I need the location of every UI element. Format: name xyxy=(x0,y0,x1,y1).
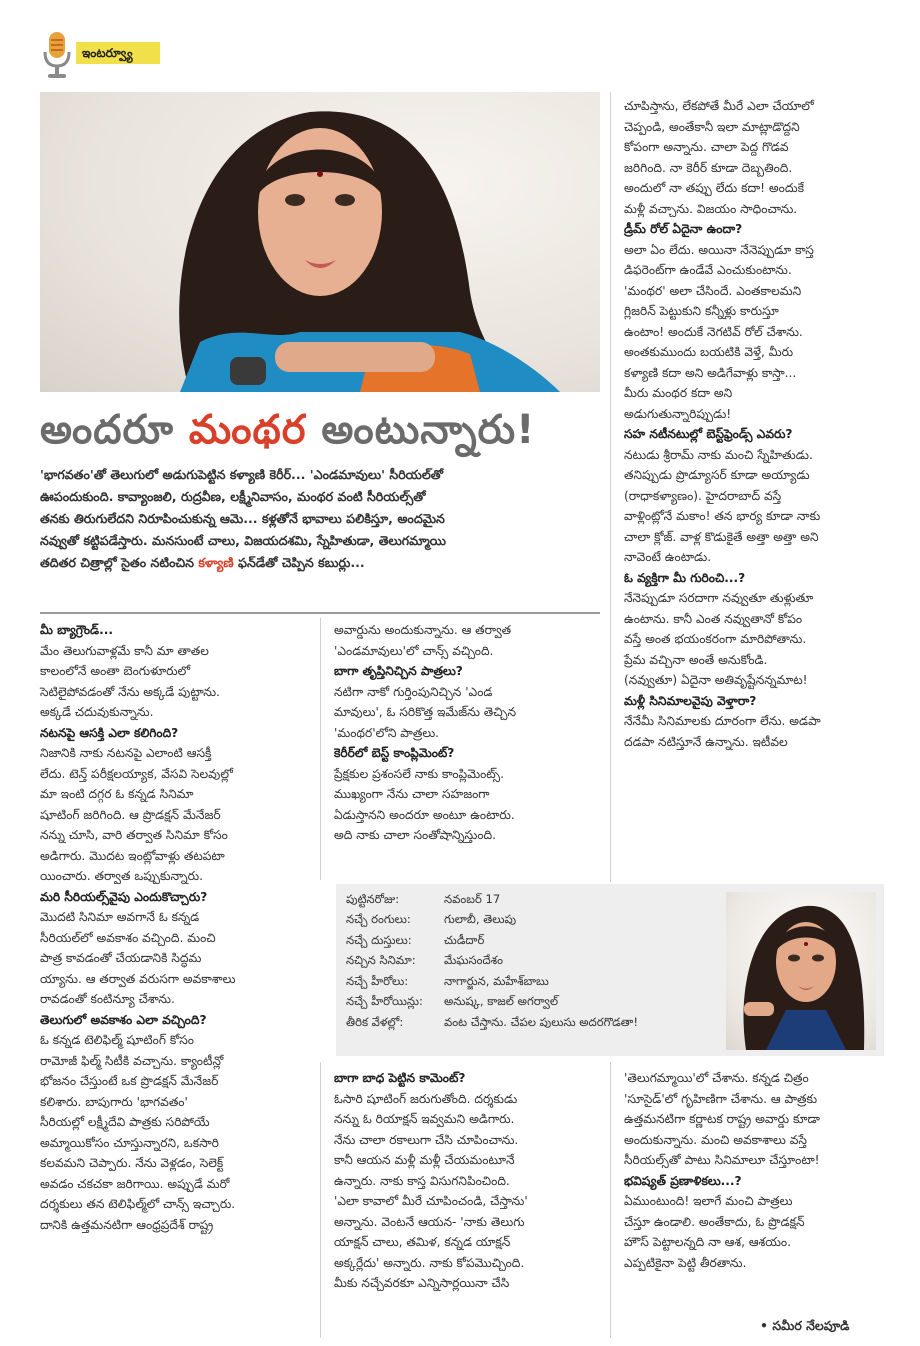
article-line: అందుకున్నాను. మంచి అవకాశాలు వస్తే xyxy=(624,1132,807,1147)
fact-value: మేఘసందేశం xyxy=(444,953,503,968)
article-column-1 xyxy=(40,620,315,1235)
article-line: 'తెలుగమ్మాయి'లో చేశాను. కన్నడ చిత్రం xyxy=(624,1071,809,1085)
intro-paragraph xyxy=(40,464,600,574)
headline xyxy=(40,400,600,460)
question-heading: మీ బ్యాగ్రౌండ్... xyxy=(40,623,113,637)
article-line: ఓ కన్నడ టెలిఫిల్మ్ షూటింగ్ కోసం xyxy=(40,1033,194,1047)
article-column-2-bottom xyxy=(334,1068,604,1294)
fact-key: తీరిక వేళల్లో: xyxy=(346,1014,404,1029)
article-line: గ్లిజరిన్ పెట్టుకుని కన్నీళ్లు కారుస్తూ xyxy=(624,304,779,318)
question-heading: ఓ వ్యక్తిగా మీ గురించి...? xyxy=(624,570,746,585)
question-heading: డ్రీమ్ రోల్ ఏదైనా ఉందా? xyxy=(624,222,743,236)
article-line: కానీ ఆయన మళ్లీ మళ్లీ చేయమంటూనే xyxy=(334,1153,515,1167)
fact-value: నవంబర్ 17 xyxy=(444,891,501,906)
article-column-3 xyxy=(624,96,894,752)
article-line: నిజానికి నాకు నటనపై ఎలాంటి ఆసక్తీ xyxy=(40,746,212,760)
article-line: మావులు', ఓ సరికొత్త ఇమేజ్‌ను తెచ్చిన xyxy=(334,705,517,719)
article-line: జరిగింది. నా కెరీర్ కూడా దెబ్బతింది. xyxy=(624,160,793,175)
article-line: అది నాకు చాలా సంతోషాన్నిస్తుంది. xyxy=(334,828,496,842)
column-divider xyxy=(610,1062,611,1338)
author-credit: • సమీర నేలపూడి xyxy=(760,1318,850,1333)
article-line: 'మంథర' అలా చేసిందే. ఎంతకాలమని xyxy=(624,283,802,298)
question-heading: బాగా తృప్తినిచ్చిన పాత్రలు? xyxy=(334,664,463,678)
question-heading: సహ నటీనటుల్లో బెస్ట్‌ఫ్రెండ్స్ ఎవరు? xyxy=(624,427,793,441)
microphone-icon xyxy=(40,30,74,80)
article-line: వాళ్లింట్లోనే మకాం! తన భార్య కూడా నాకు xyxy=(624,509,821,523)
intro-separator xyxy=(40,612,600,614)
article-line: తనిప్పుడు ప్రొడ్యూసర్ కూడా అయ్యాడు xyxy=(624,468,810,482)
fact-row xyxy=(342,972,642,993)
article-line: రామోజీ ఫిల్మ్ సిటీకి వచ్చాను. క్యాంటీన్లో xyxy=(40,1053,224,1068)
article-line: లేదు. టెన్త్ పరీక్షలయ్యాక, వేసవి సెలవుల్లో xyxy=(40,766,233,781)
fact-key: పుట్టినరోజు: xyxy=(346,891,400,906)
headline-highlight: మంథర xyxy=(188,407,307,453)
question-heading: నటనపై ఆసక్తి ఎలా కలిగింది? xyxy=(40,725,179,740)
article-line: మీకు నచ్చేవరకూ ఎన్నిసార్లయినా చేసి xyxy=(334,1276,510,1290)
article-line: ఉంటాం! అందుకే నెగటివ్ రోల్ చేశాను. xyxy=(624,324,803,339)
facts-photo xyxy=(726,892,876,1050)
article-line: కలవమని చెప్పారు. నేను వెళ్లడం, సెలెక్ట్ xyxy=(40,1156,224,1170)
article-line: నన్ను ఓ రియాక్షన్ ఇవ్వమని అడిగారు. xyxy=(334,1112,515,1126)
article-line: 'సూసైడ్'లో గృహిణిగా చేశాను. ఆ పాత్రకు xyxy=(624,1091,818,1106)
section-tag xyxy=(40,30,160,82)
fact-key: నచ్చే హీరోలు: xyxy=(346,973,409,988)
article-line: 'ఎలా కావాలో మీరే చూపించండి, చేస్తాను' xyxy=(334,1194,528,1208)
article-line: అక్కడే చదువుకున్నాను. xyxy=(40,705,154,719)
question-heading: కెరీర్‌లో బెస్ట్ కాంప్లిమెంట్? xyxy=(334,746,455,760)
article-line: చూపిస్తాను, లేకపోతే మీరే ఎలా చేయాలో xyxy=(624,99,814,113)
article-line: ఓసారి షూటింగ్ జరుగుతోంది. దర్శకుడు xyxy=(334,1091,518,1106)
article-column-2 xyxy=(334,620,604,846)
intro-line: ఊపందుకుంది. కావ్యాంజలి, రుద్రవీణ, లక్ష్మీనివాసం, మంథర వంటి సీరియల్స్‌తో xyxy=(40,489,426,504)
article-line: నేనెప్పుడూ సరదాగా నవ్వుతూ తుళ్లుతూ xyxy=(624,591,814,605)
article-line: అవడం చకచకా జరిగాయి. అప్పుడే మరో xyxy=(40,1176,230,1191)
article-line: మేం తెలుగువాళ్లమే కానీ మా తాతల xyxy=(40,643,209,658)
facts-table xyxy=(342,890,642,1034)
article-line: నటుడు శ్రీరామ్ నాకు మంచి స్నేహితుడు. xyxy=(624,447,813,462)
article-line: య్యాను. ఆ తర్వాత వరుసగా అవకాశాలు xyxy=(40,971,236,986)
article-line: హౌస్ పెట్టాలన్నది నా ఆశ, ఆశయం. xyxy=(624,1235,791,1249)
fact-value: అనుష్క, కాజల్ అగర్వాల్ xyxy=(444,994,559,1009)
fact-row xyxy=(342,1013,642,1034)
question-heading: మరి సీరియల్స్‌వైపు ఎందుకొచ్చారు? xyxy=(40,889,208,904)
article-line: దడపా నటిస్తూనే ఉన్నాను. ఇటీవల xyxy=(624,734,788,749)
article-line: ఏడుస్తానని అందరూ అంటూ ఉంటారు. xyxy=(334,807,515,822)
article-line: రావడంతో కంటిన్యూ చేశాను. xyxy=(40,992,175,1006)
fact-value: చుడీదార్ xyxy=(444,932,485,947)
fact-value: నాగార్జున, మహేశ్‌బాబు xyxy=(444,973,549,988)
article-line: యించారు. తర్వాత ఒప్పుకున్నారు. xyxy=(40,869,203,883)
intro-line: నవ్వుతో కట్టిపడేస్తారు. మనసుంటే చాలు, విజయదశమి, స్నేహితుడా, తెలుగమ్మాయి xyxy=(40,533,446,548)
article-line: ముఖ్యంగా నేను చాలా సహజంగా xyxy=(334,787,490,801)
fact-key: నచ్చే దుస్తులు: xyxy=(346,932,412,947)
question-heading: తెలుగులో అవకాశం ఎలా వచ్చింది? xyxy=(40,1012,207,1027)
article-line: అన్నాను. వెంటనే ఆయన- 'నాకు తెలుగు xyxy=(334,1214,525,1229)
article-line: ఎప్పటికైనా పెట్టి తీరతాను. xyxy=(624,1255,747,1270)
article-line: చాలా క్లోజ్. వాళ్ల కొడుకైతే అత్తా అత్తా అని xyxy=(624,529,819,544)
article-line: ఉన్నారు. నాకు కాస్త విసుగనిపించింది. xyxy=(334,1173,510,1188)
fact-key: నచ్చిన సినిమా: xyxy=(346,953,416,968)
fact-key: నచ్చే హీరోయిన్లు: xyxy=(346,994,423,1009)
article-line: అంతకుముందు బయటికి వెళ్తే, మీరు xyxy=(624,345,794,359)
intro-text: తదితర చిత్రాల్లో సైతం నటించిన xyxy=(40,555,199,570)
fact-key: నచ్చే రంగులు: xyxy=(346,912,411,927)
article-line: షూటింగ్ జరిగింది. ఆ ప్రొడక్షన్ మేనేజర్ xyxy=(40,807,221,822)
article-line: కళ్యాణి కదా అని అడిగేవాళ్లు కాస్తా... xyxy=(624,365,797,380)
fact-row xyxy=(342,952,642,973)
article-line: అడుగుతున్నారిప్పుడు! xyxy=(624,406,732,421)
article-line: వస్తే అంత భయంకరంగా మారిపోతాను. xyxy=(624,632,807,646)
article-line: నేనేమీ సినిమాలకు దూరంగా లేను. అడపా xyxy=(624,714,821,728)
article-line: మొదటి సినిమా అవగానే ఓ కన్నడ xyxy=(40,910,200,924)
section-tag-label: ఇంటర్వ్యూ xyxy=(76,42,160,64)
article-line: ఉత్తమనటిగా కర్ణాటక రాష్ట్ర అవార్డు కూడా xyxy=(624,1112,820,1126)
article-line: అక్కర్లేదు' అన్నారు. నాకు కోపమొచ్చింది. xyxy=(334,1255,525,1270)
article-line: నావెంటే ఉంటాడు. xyxy=(624,550,712,564)
facts-box xyxy=(336,884,884,1056)
article-line: అందులో నా తప్పు లేదు కదా! అందుకే xyxy=(624,181,804,195)
article-line: దర్శకులు తన టెలిఫిల్మ్‌లో చాన్స్ ఇచ్చారు. xyxy=(40,1197,236,1211)
intro-line: తనకు తిరుగులేదని నిరూపించుకున్న ఆమె... కళ్లతోనే భావాలు పలికిస్తూ, అందమైన xyxy=(40,511,445,526)
article-line: పాత్ర కావడంతో చేయడానికి సిద్ధమ xyxy=(40,951,202,965)
headline-part-1: అందరూ xyxy=(40,407,189,453)
fact-row xyxy=(342,890,642,911)
article-line: సీరియల్‌లో అవకాశం వచ్చింది. మంచి xyxy=(40,930,216,945)
column-divider xyxy=(320,1062,321,1338)
article-line: కాలంలోనే అంతా బెంగుళూరులో xyxy=(40,664,191,678)
fact-row xyxy=(342,993,642,1014)
article-line: ఏముంటుంది! ఇలాగే మంచి పాత్రలు xyxy=(624,1194,793,1208)
fact-row xyxy=(342,911,642,932)
intro-line: 'భాగవతం'తో తెలుగులో అడుగుపెట్టిన కళ్యాణి కెరీర్... 'ఎండమావులు' సీరియల్‌తో xyxy=(40,467,444,482)
portrait-photo xyxy=(40,92,600,392)
article-line: చేస్తూ ఉండాలి. అంతేకాదు, ఓ ప్రొడక్షన్ xyxy=(624,1214,805,1229)
article-line: డిఫరెంట్‌గా ఉండేవే ఎంచుకుంటాను. xyxy=(624,263,792,277)
article-line: సీరియల్స్‌తో పాటు సినిమాలూ చేస్తూంటా! xyxy=(624,1153,820,1167)
fact-row xyxy=(342,931,642,952)
article-line: అమ్మాయికోసం చూస్తున్నారని, ఒకసారి xyxy=(40,1135,219,1150)
article-line: మా ఇంటి దగ్గర ఓ కన్నడ సినిమా xyxy=(40,787,194,801)
intro-line xyxy=(40,552,600,574)
article-line: మళ్లీ వచ్చాను. విజయం సాధించాను. xyxy=(624,201,798,216)
fact-value: వంట చేస్తాను. చేపల పులుసు అదరగొడతా! xyxy=(444,1014,638,1029)
article-line: ఉంటాను. కానీ ఎంత నవ్వుతానో కోపం xyxy=(624,611,803,626)
article-line: నన్ను చూసి, వారి తర్వాత సినిమా కోసం xyxy=(40,828,228,842)
article-line: యాక్షన్ చాలు, తమిళ, కన్నడ యాక్షన్ xyxy=(334,1235,511,1249)
headline-part-3: అంటున్నారు! xyxy=(306,407,536,453)
article-line: నేను చాలా రకాలుగా చేసి చూపించాను. xyxy=(334,1132,519,1147)
article-line: ప్రేమ వచ్చినా అంతే అనుకోండి. xyxy=(624,652,768,667)
question-heading: బాగా బాధ పెట్టిన కామెంట్? xyxy=(334,1071,466,1085)
article-line: (నవ్వుతూ) ఏదైనా అతివృష్టేనన్నమాట! xyxy=(624,673,808,687)
article-line: నటిగా నాకో గుర్తింపునిచ్చిన 'ఎండ xyxy=(334,684,493,699)
question-heading: భవిష్యత్ ప్రణాళికలు...? xyxy=(624,1173,742,1188)
article-line: కలిశారు. బాపుగారు 'భాగవతం' xyxy=(40,1094,188,1109)
article-line: దానికి ఉత్తమనటిగా ఆంధ్రప్రదేశ్ రాష్ట్ర xyxy=(40,1217,214,1232)
article-line: అవార్డును అందుకున్నాను. ఆ తర్వాత xyxy=(334,623,512,637)
article-line: కోపంగా అన్నాను. చాలా పెద్ద గొడవ xyxy=(624,140,789,154)
article-column-3-bottom xyxy=(624,1068,894,1273)
column-divider xyxy=(610,92,611,882)
article-line: సీరియల్లో లక్ష్మీదేవి పాత్రకు సరిపోయే xyxy=(40,1115,210,1129)
article-line: చెప్పండి, అంతేకానీ ఇలా మాట్లాడొద్దని xyxy=(624,119,800,134)
intro-name-highlight: కళ్యాణి xyxy=(198,555,234,570)
question-heading: మళ్లీ సినిమాలవైపు వెళ్తారా? xyxy=(624,693,757,708)
article-line: ప్రేక్షకుల ప్రశంసలే నాకు కాంప్లిమెంట్స్. xyxy=(334,766,504,781)
article-line: 'ఎండమావులు'లో చాన్స్ వచ్చింది. xyxy=(334,643,494,658)
article-line: 'మంథర'లోని పాత్రలు. xyxy=(334,725,440,740)
article-line: అడిగారు. మొదట ఇంట్లోవాళ్లు తటపటా xyxy=(40,848,225,863)
article-line: మీరు మంథర కదా అని xyxy=(624,386,733,400)
article-line: అలా ఏం లేదు. అయినా నేనెప్పుడూ కాస్త xyxy=(624,242,814,257)
article-line: (రాధాకళ్యాణం). హైదరాబాద్ వస్తే xyxy=(624,488,782,503)
intro-text: ఫన్‌డేతో చెప్పిన కబుర్లు... xyxy=(233,555,365,570)
fact-value: గులాబీ, తెలుపు xyxy=(444,912,517,927)
article-line: సెటిలైపోవడంతో నేను అక్కడే పుట్టాను. xyxy=(40,684,220,699)
column-divider xyxy=(320,618,321,880)
article-line: భోజనం చేస్తుంటే ఒక ప్రొడక్షన్ మేనేజర్ xyxy=(40,1074,219,1088)
